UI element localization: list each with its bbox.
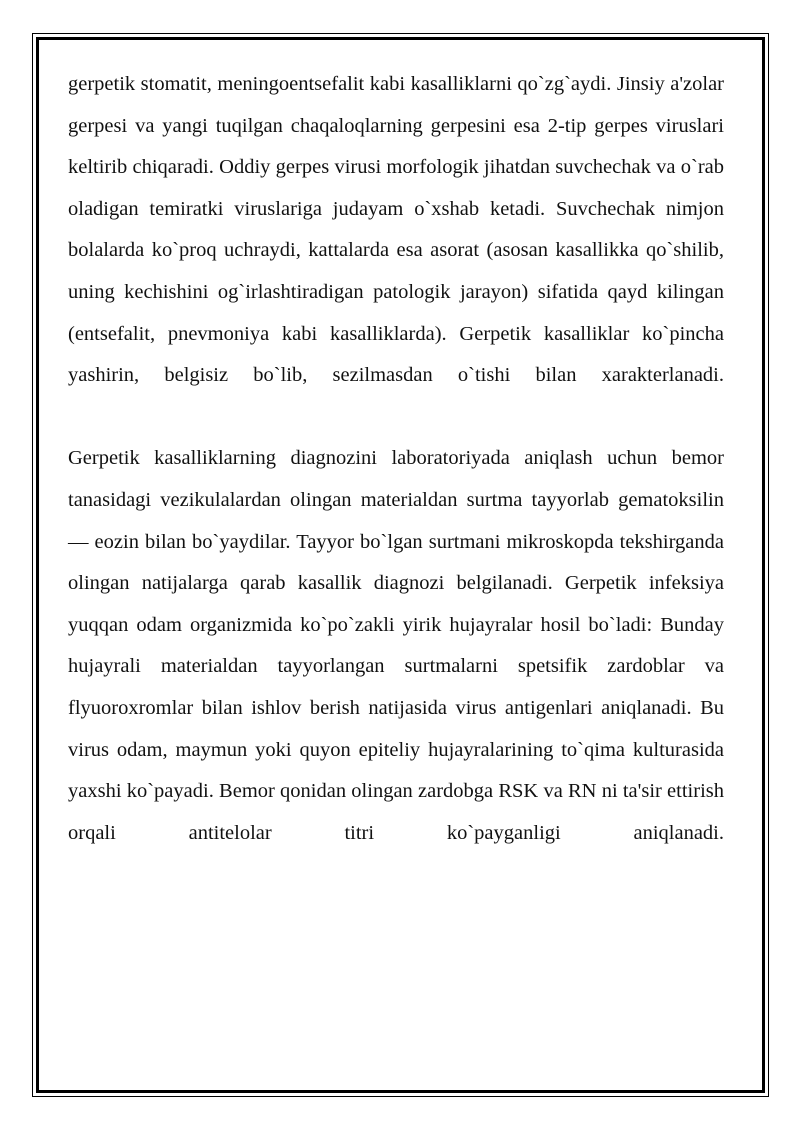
paragraph-1: gerpetik stomatit, meningoentsefalit kabi kasalliklarni qo`zg`aydi. Jinsiy a'zolar gerpesi va yangi tuqilgan chaqaloqlarning gerpesini esa 2-tip gerpes viruslari keltirib chiqaradi. Oddiy gerpes virusi morfologik jihatdan suvchechak va o`rab oladigan temiratki viruslariga judayam o`xshab ketadi. Suvchechak nimjon bolalarda ko`proq uchraydi, kattalarda esa asorat (asosan kasallikka qo`shilib, uning kechishini og`irlashtiradigan patologik jarayon) sifatida qayd kilingan (entsefalit, pnevmoniya kabi kasalliklarda). Gerpetik kasalliklar ko`pincha yashirin, belgisiz bo`lib, sezilmasdan o`tishi bilan xarakterlanadi.	[68, 73, 724, 387]
paragraph-spacer	[68, 397, 724, 439]
paragraph-2: Gerpetik kasalliklarning diagnozini laboratoriyada aniqlash uchun bemor tanasidagi vezikulalardan olingan materialdan surtma tayyorlab gematoksilin — eozin bilan bo`yaydilar. Tayyor bo`lgan surtmani mikroskopda tekshirganda olingan natijalarga qarab kasallik diagnozi belgilanadi. Gerpetik infeksiya yuqqan odam organizmida ko`po`zakli yirik hujayralar hosil bo`ladi: Bunday hujayrali materialdan tayyorlangan surtmalarni spetsifik zardoblar va flyuoroxromlar bilan ishlov berish natijasida virus antigenlari aniqlanadi. Bu virus odam, maymun yoki quyon epiteliy hujayralarining to`qima kulturasida yaxshi ko`payadi. Bemor qonidan olingan zardobga RSK va RN ni ta'sir ettirish orqali antitelolar titri ko`payganligi aniqlanadi.	[68, 447, 724, 844]
document-body	[68, 64, 724, 854]
